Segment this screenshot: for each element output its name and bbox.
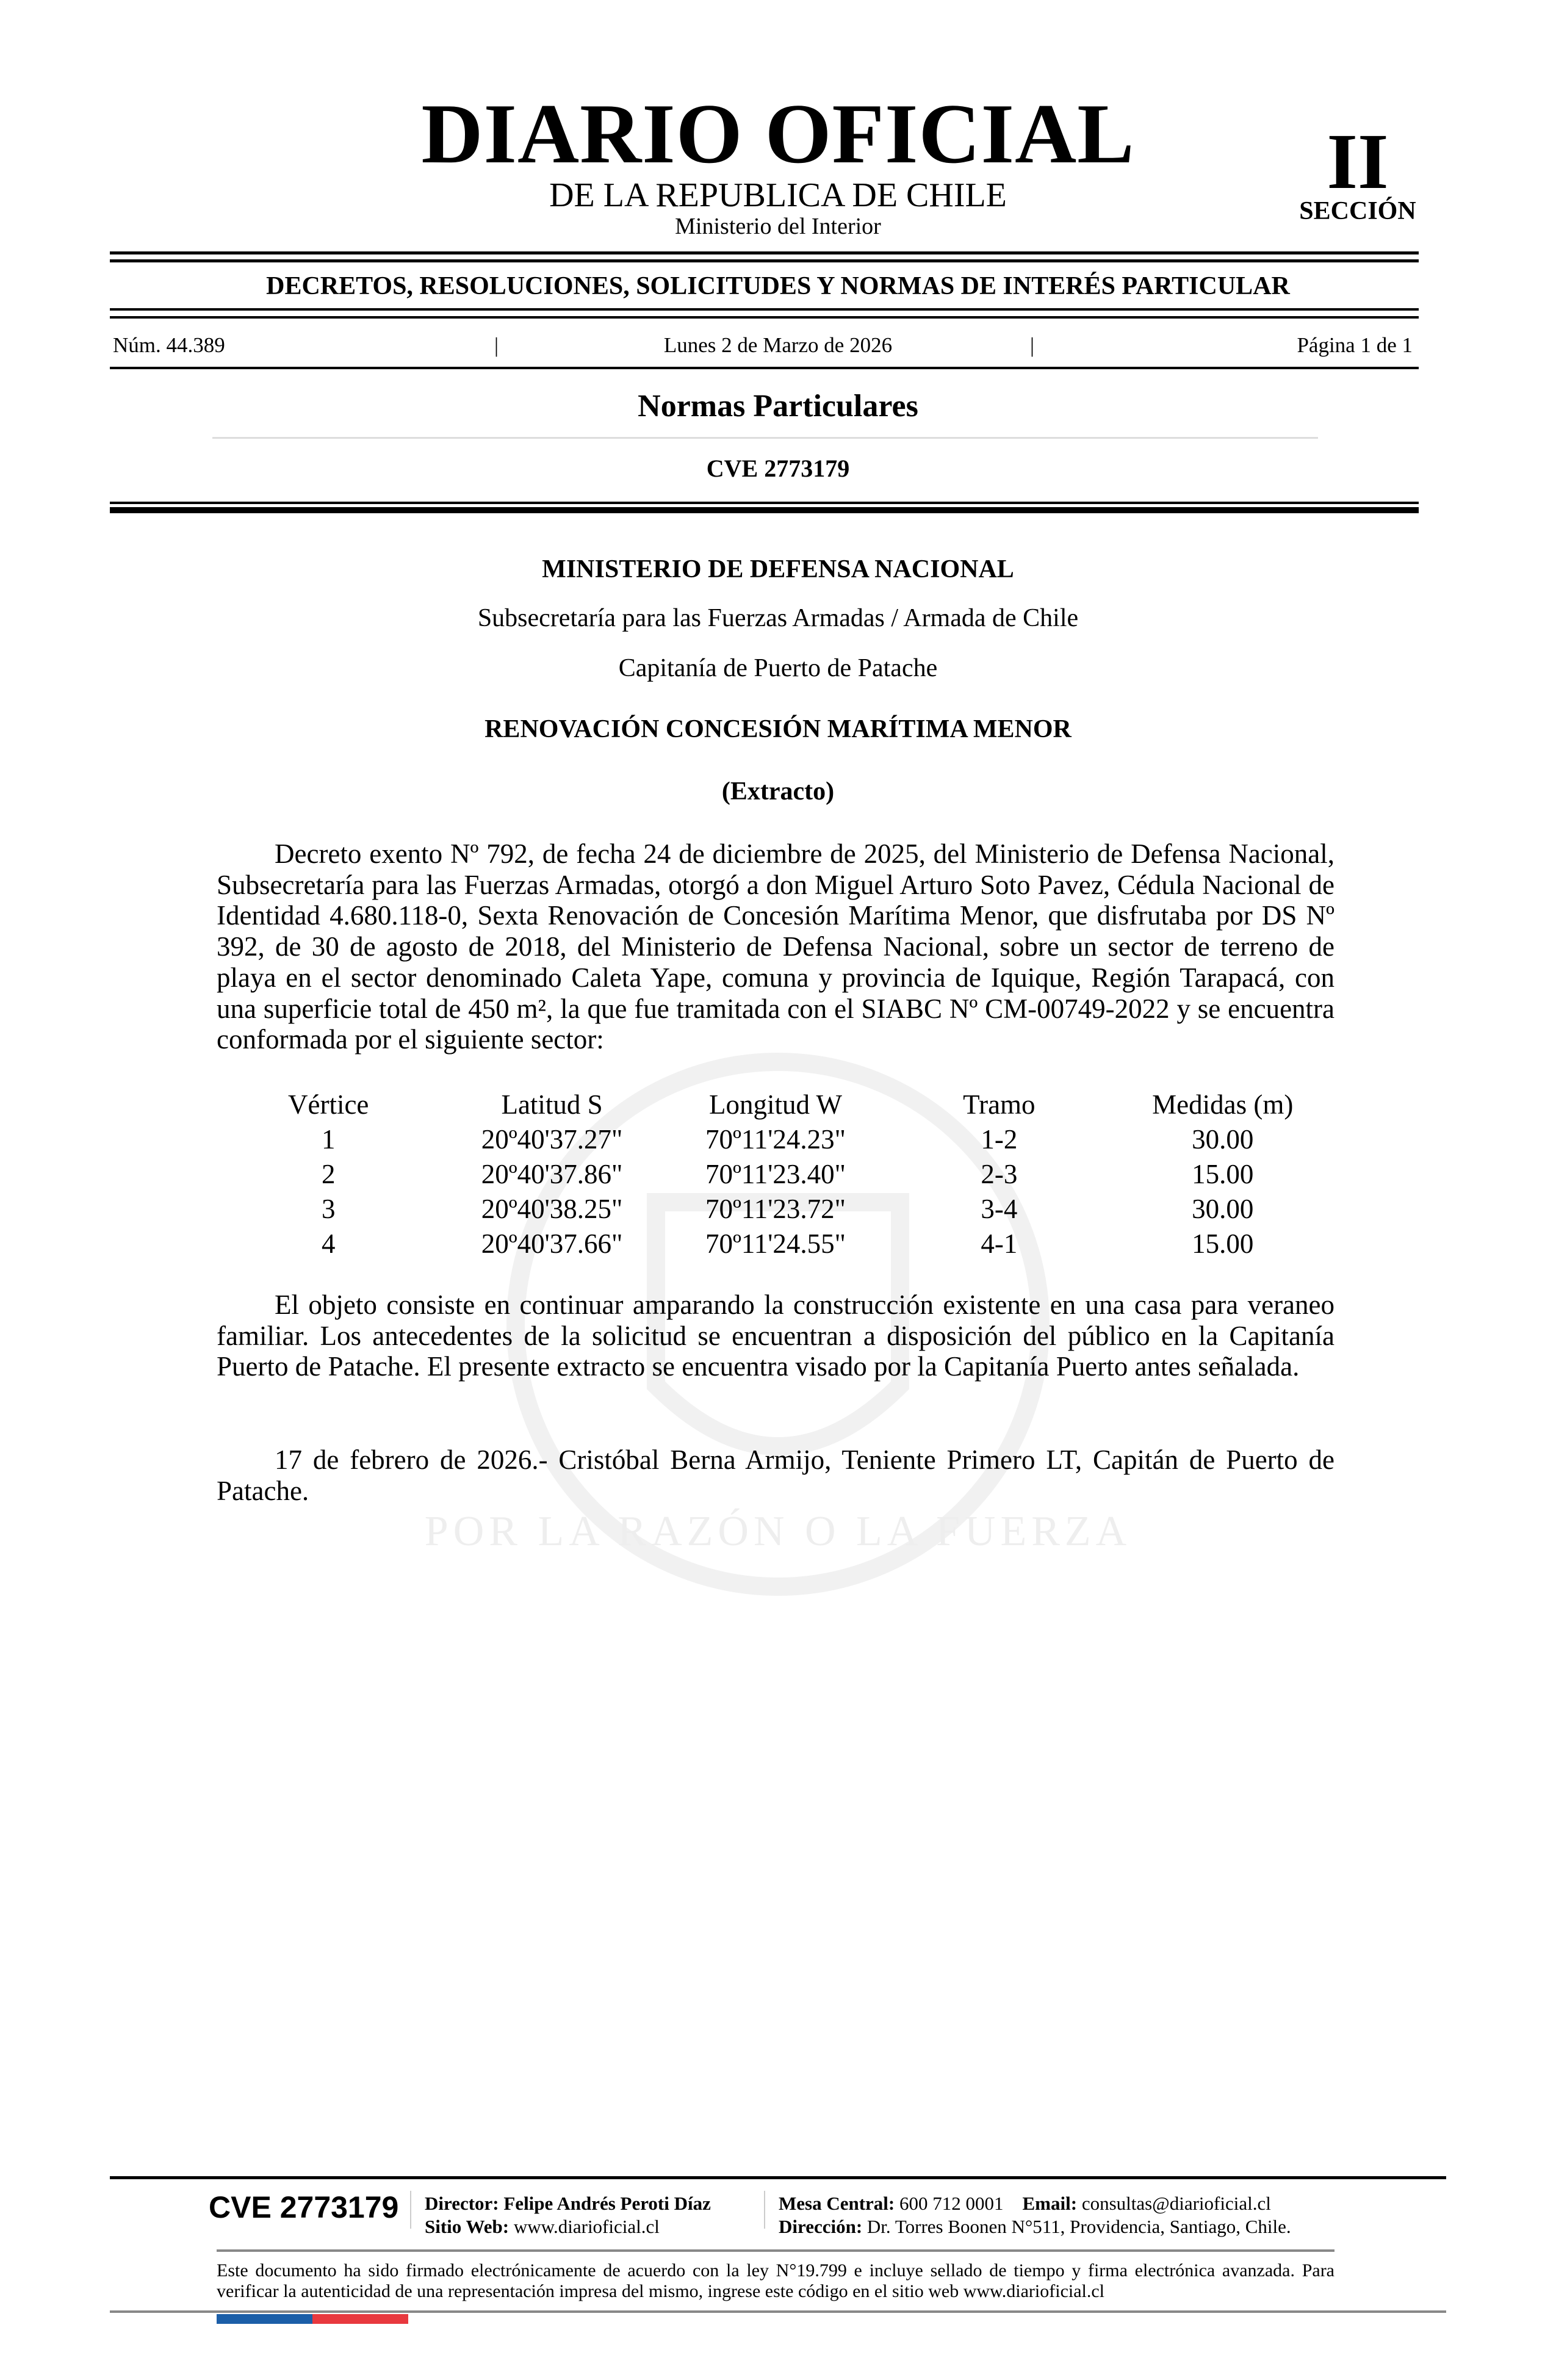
table-cell: 1 (321, 1124, 336, 1155)
capitania: Capitanía de Puerto de Patache (618, 654, 938, 682)
issue-number: Núm. 44.389 (113, 333, 225, 357)
email-link[interactable]: consultas@diarioficial.cl (1081, 2193, 1271, 2214)
column-header: Vértice (287, 1089, 369, 1120)
table-cell: 30.00 (1192, 1194, 1254, 1224)
column-header: Latitud S (501, 1089, 603, 1120)
footer-separator (764, 2191, 765, 2229)
footer-divider (217, 2249, 1334, 2252)
paragraph-signature: 17 de febrero de 2026.- Cristóbal Berna Armijo, Teniente Primero LT, Capitán de Puerto de Patache. (217, 1444, 1334, 1506)
table-cell: 3 (321, 1194, 336, 1224)
footer-separator (410, 2191, 411, 2229)
cve-code: CVE 2773179 (706, 455, 850, 482)
ministry-heading: MINISTERIO DE DEFENSA NACIONAL (542, 555, 1014, 583)
table-cell: 20º40'38.25" (481, 1194, 623, 1224)
divider (110, 308, 1419, 311)
meta-separator: | (494, 333, 499, 357)
divider (110, 251, 1419, 254)
table-header-row (217, 1087, 1334, 1122)
paragraph-object: El objeto consiste en continuar amparando la construcción existente en una casa para veraneo familiar. Los antecedentes de la solicitud se encuentran a disposición del público en la Capitanía Puerto de Patache. El presente extracto se encuentra visado por la Capitanía Puerto antes señalada. (217, 1289, 1334, 1382)
column-header: Longitud W (709, 1089, 842, 1120)
section-number: II (1327, 118, 1389, 206)
table-cell: 4-1 (981, 1228, 1018, 1259)
director-value: Felipe Andrés Peroti Díaz (503, 2193, 711, 2214)
paragraph-decree: Decreto exento Nº 792, de fecha 24 de diciembre de 2025, del Ministerio de Defensa Nacional, Subsecretaría para las Fuerzas Armadas, otorgó a don Miguel Arturo Soto Pavez, Cédula Nacional de Identidad 4.680.118-0, Sexta Renovación de Concesión Marítima Menor, que disfrutaba por DS Nº 392, de 30 de agosto de 2018, del Ministerio de Defensa Nacional, sobre un sector de terreno de playa en el sector denominado Caleta Yape, comuna y provincia de Iquique, Región Tarapacá, con una superficie total de 450 m², la que fue tramitada con el SIABC Nº CM-00749-2022 y se encuentra conformada por el siguiente sector: (217, 838, 1334, 1055)
table-cell: 3-4 (981, 1194, 1018, 1224)
category-title: Normas Particulares (638, 389, 918, 424)
masthead-ministry: Ministerio del Interior (675, 214, 881, 239)
table-cell: 70º11'23.72" (705, 1194, 846, 1224)
director-label: Director: (425, 2193, 499, 2214)
address-value: Dr. Torres Boonen N°511, Providencia, Santiago, Chile. (866, 2216, 1291, 2237)
section-label: SECCIÓN (1299, 197, 1416, 225)
mesa-label: Mesa Central: (779, 2193, 895, 2214)
table-cell: 70º11'24.55" (705, 1228, 846, 1259)
document-subheading: (Extracto) (721, 777, 835, 806)
table-row (217, 1157, 1334, 1192)
seal-motto: POR LA RAZÓN O LA FUERZA (424, 1508, 1132, 1555)
table-cell: 20º40'37.86" (481, 1159, 623, 1189)
table-cell: 15.00 (1192, 1228, 1254, 1259)
divider (212, 437, 1318, 439)
table-cell: 1-2 (981, 1124, 1018, 1155)
web-link[interactable]: www.diarioficial.cl (513, 2216, 660, 2237)
table-cell: 70º11'24.23" (705, 1124, 846, 1155)
footer-divider (110, 2310, 1446, 2313)
document-heading: RENOVACIÓN CONCESIÓN MARÍTIMA MENOR (484, 715, 1072, 743)
coordinates-table (217, 1087, 1334, 1261)
band-title: DECRETOS, RESOLUCIONES, SOLICITUDES Y NORMAS DE INTERÉS PARTICULAR (266, 272, 1290, 300)
footer-contact (779, 2192, 1291, 2238)
footer-divider (110, 2176, 1446, 2179)
divider (110, 507, 1419, 513)
meta-separator: | (1030, 333, 1035, 357)
footer-director (425, 2192, 711, 2238)
flag-red-bar (312, 2314, 408, 2324)
table-cell: 15.00 (1192, 1159, 1254, 1189)
footer-cve: CVE 2773179 (209, 2190, 399, 2224)
column-header: Medidas (m) (1152, 1089, 1294, 1120)
issue-date: Lunes 2 de Marzo de 2026 (663, 333, 893, 357)
table-cell: 70º11'23.40" (705, 1159, 846, 1189)
flag-blue-bar (217, 2314, 312, 2324)
footer-disclaimer: Este documento ha sido firmado electrónicamente de acuerdo con la ley N°19.799 e incluye sellado de tiempo y firma electrónica avanzada. Para verificar la autenticidad de una representación impresa del mismo, ingrese este código en el sitio web www.diarioficial.cl (217, 2260, 1334, 2301)
table-row (217, 1122, 1334, 1157)
subsecretaria: Subsecretaría para las Fuerzas Armadas / Armada de Chile (477, 604, 1079, 632)
table-cell: 2-3 (981, 1159, 1018, 1189)
table-cell: 20º40'37.27" (481, 1124, 623, 1155)
divider (110, 259, 1419, 262)
address-label: Dirección: (779, 2216, 863, 2237)
table-row (217, 1227, 1334, 1261)
mesa-value: 600 712 0001 (899, 2193, 1004, 2214)
table-cell: 30.00 (1192, 1124, 1254, 1155)
masthead-title: DIARIO OFICIAL (421, 87, 1135, 181)
column-header: Tramo (963, 1089, 1036, 1120)
page-indicator: Página 1 de 1 (1297, 333, 1413, 357)
divider (110, 316, 1419, 319)
table-cell: 20º40'37.66" (481, 1228, 623, 1259)
web-label: Sitio Web: (425, 2216, 510, 2237)
table-cell: 4 (321, 1228, 336, 1259)
table-row (217, 1192, 1334, 1227)
email-label: Email: (1022, 2193, 1078, 2214)
table-cell: 2 (321, 1159, 336, 1189)
masthead-subtitle: DE LA REPUBLICA DE CHILE (549, 176, 1007, 214)
divider (110, 502, 1419, 504)
divider (110, 367, 1419, 369)
